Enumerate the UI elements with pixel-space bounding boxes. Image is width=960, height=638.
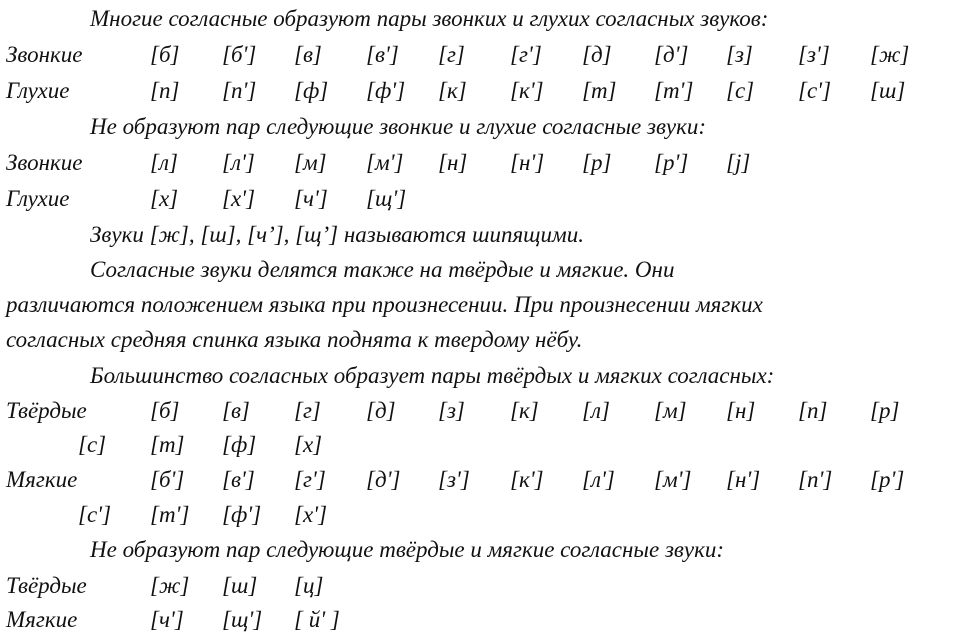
sound-cell: [л'] bbox=[222, 150, 255, 175]
sound-cell: [л] bbox=[582, 398, 610, 423]
sound-cell: [з'] bbox=[438, 467, 470, 492]
sound-cell: [р] bbox=[870, 398, 900, 423]
sound-cell: [х'] bbox=[222, 186, 256, 211]
row-label-hard: Твёрдые bbox=[6, 398, 87, 423]
paragraph-unpaired-hard-soft: Не образуют пар следующие твёрдые и мягкие согласные звуки: bbox=[90, 537, 725, 562]
sound-cell: [п'] bbox=[222, 78, 257, 103]
sound-cell: [ш] bbox=[222, 573, 258, 598]
sound-cell: [м'] bbox=[654, 467, 692, 492]
row-label-voiceless: Глухие bbox=[6, 186, 70, 211]
sound-cell: [с] bbox=[726, 78, 755, 103]
sound-cell: [г] bbox=[294, 398, 321, 423]
sound-cell: [н'] bbox=[510, 150, 545, 175]
sound-cell: [в'] bbox=[366, 42, 399, 67]
sound-cell: [н] bbox=[726, 398, 756, 423]
sound-cell: [х] bbox=[294, 432, 323, 457]
row-label-voiced: Звонкие bbox=[6, 150, 83, 175]
sound-cell: [ш] bbox=[870, 78, 906, 103]
sound-cell: [д'] bbox=[654, 42, 689, 67]
sound-cell: [j] bbox=[726, 150, 751, 175]
sound-cell: [т] bbox=[582, 78, 617, 103]
row-label-soft: Мягкие bbox=[6, 607, 78, 632]
sound-cell: [н] bbox=[438, 150, 468, 175]
sound-cell: [щ'] bbox=[366, 186, 407, 211]
sound-cell: [п] bbox=[150, 78, 180, 103]
sound-cell: [с'] bbox=[798, 78, 832, 103]
paragraph-voiced-voiceless-pairs: Многие согласные образуют пары звонких и глухих согласных звуков: bbox=[90, 6, 769, 31]
sound-cell: [м'] bbox=[366, 150, 404, 175]
sound-cell: [ч'] bbox=[294, 186, 328, 211]
sound-cell: [с] bbox=[78, 432, 107, 457]
paragraph-line: согласных средняя спинка языка поднята к твердому нёбу. bbox=[6, 327, 583, 352]
sound-cell: [к] bbox=[438, 78, 467, 103]
sound-cell: [д'] bbox=[366, 467, 401, 492]
sound-cell: [к'] bbox=[510, 78, 544, 103]
paragraph-unpaired-voiced-voiceless: Не образуют пар следующие звонкие и глухие согласные звуки: bbox=[90, 114, 707, 139]
sound-cell: [б'] bbox=[222, 42, 257, 67]
sound-cell: [р'] bbox=[654, 150, 689, 175]
sound-cell: [г'] bbox=[294, 467, 326, 492]
sound-cell: [ф'] bbox=[366, 78, 406, 103]
row-label-soft: Мягкие bbox=[6, 467, 78, 492]
sound-cell: [с'] bbox=[78, 502, 112, 527]
sound-cell: [ф] bbox=[294, 78, 329, 103]
sound-cell: [ж] bbox=[870, 42, 910, 67]
sound-cell: [л'] bbox=[582, 467, 615, 492]
sound-cell: [з'] bbox=[798, 42, 830, 67]
sound-cell: [м] bbox=[654, 398, 687, 423]
sound-cell: [п] bbox=[798, 398, 828, 423]
sound-cell: [б] bbox=[150, 398, 180, 423]
sound-cell: [в'] bbox=[222, 467, 255, 492]
sound-cell: [ч'] bbox=[150, 607, 184, 632]
sound-cell: [б'] bbox=[150, 467, 185, 492]
sound-cell: [з] bbox=[726, 42, 753, 67]
row-label-voiceless: Глухие bbox=[6, 78, 70, 103]
sound-cell: [ж] bbox=[150, 573, 190, 598]
sound-cell: [щ'] bbox=[222, 607, 263, 632]
sound-cell: [п'] bbox=[798, 467, 833, 492]
sound-cell: [х] bbox=[150, 186, 179, 211]
sound-cell: [в] bbox=[294, 42, 322, 67]
sound-cell: [д] bbox=[366, 398, 396, 423]
paragraph-sibilants: Звуки [ж], [ш], [ч’], [щ’] называются шипящими. bbox=[90, 222, 584, 247]
paragraph-line: различаются положением языка при произнесении. При произнесении мягких bbox=[6, 292, 763, 317]
row-label-hard: Твёрдые bbox=[6, 573, 87, 598]
sound-cell: [г] bbox=[438, 42, 465, 67]
sound-cell: [м] bbox=[294, 150, 327, 175]
sound-cell: [н'] bbox=[726, 467, 761, 492]
sound-cell: [ц] bbox=[294, 573, 324, 598]
sound-cell: [г'] bbox=[510, 42, 542, 67]
sound-cell: [р] bbox=[582, 150, 612, 175]
sound-cell: [л] bbox=[150, 150, 178, 175]
sound-cell: [б] bbox=[150, 42, 180, 67]
sound-cell: [ й' ] bbox=[294, 607, 340, 632]
sound-cell: [т'] bbox=[654, 78, 694, 103]
sound-cell: [р'] bbox=[870, 467, 905, 492]
sound-cell: [х'] bbox=[294, 502, 328, 527]
paragraph-line: Согласные звуки делятся также на твёрдые и мягкие. Они bbox=[90, 257, 675, 282]
sound-cell: [т] bbox=[150, 432, 185, 457]
row-label-voiced: Звонкие bbox=[6, 42, 83, 67]
sound-cell: [к] bbox=[510, 398, 539, 423]
sound-cell: [ф'] bbox=[222, 502, 262, 527]
paragraph-hard-soft-pairs: Большинство согласных образует пары твёрдых и мягких согласных: bbox=[90, 363, 775, 388]
sound-cell: [т'] bbox=[150, 502, 190, 527]
sound-cell: [з] bbox=[438, 398, 465, 423]
sound-cell: [к'] bbox=[510, 467, 544, 492]
sound-cell: [д] bbox=[582, 42, 612, 67]
sound-cell: [в] bbox=[222, 398, 250, 423]
sound-cell: [ф] bbox=[222, 432, 257, 457]
